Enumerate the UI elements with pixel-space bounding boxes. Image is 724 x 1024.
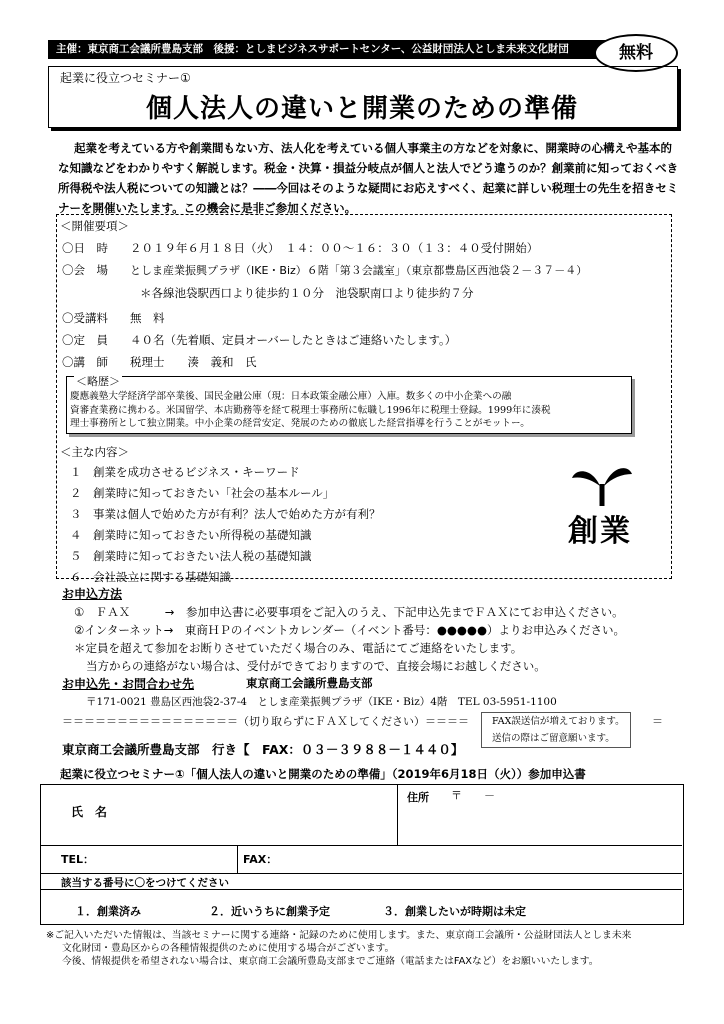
seminar-subtitle: 起業に役立つセミナー① [60, 71, 191, 85]
bio-line: 資審査業務に携わる。米国留学、本店勤務等を経て税理士事務所に転職し1996年に税理士登録。1999年に湊税 [70, 404, 551, 416]
contents-heading: ＜主な内容＞ [60, 445, 129, 459]
tel-field[interactable] [97, 847, 233, 871]
choice-option-3[interactable]: ３．創業したいが時期は未定 [383, 905, 526, 918]
access-note: ＊各線池袋駅西口より徒歩約１０分 池袋駅南口より徒歩約７分 [140, 286, 474, 300]
fee-label: 〇受講料 [62, 311, 108, 325]
content-item: ５ 創業時に知っておきたい法人税の基礎知識 [70, 549, 312, 563]
seminar-title: 個人法人の違いと開業のための準備 [145, 94, 578, 124]
bio-text [70, 390, 628, 431]
date-label: 〇日 時 [62, 241, 108, 255]
apply-fax: ① ＦＡＸ → 参加申込書に必要事項をご記入のうえ、下記申込先までＦＡＸにてお申込ください。 [74, 605, 624, 619]
content-item: ６ 会社設立に関する基礎知識 [70, 570, 231, 584]
postal-mark: 〒 － [451, 789, 495, 802]
fax-label: FAX： [243, 853, 278, 866]
venue-value: としま産業振興プラザ（IKE・Biz）６階「第３会議室」（東京都豊島区西池袋２－３７－４） [130, 264, 588, 277]
sponsor-bar: 主催：東京商工会議所豊島支部 後援：としまビジネスサポートセンター、公益財団法人としま未来文化財団 [48, 40, 608, 59]
lecturer-label: 〇講 師 [62, 355, 108, 369]
bio-title: ＜略歴＞ [76, 375, 120, 388]
bio-line: 理士事務所として独立開業。中小企業の経営安定、発展のための徹底した経営指導を行うことがモットー。 [70, 418, 530, 429]
apply-heading: お申込方法 [62, 587, 123, 601]
choice-option-1[interactable]: １．創業済み [75, 905, 141, 918]
content-item: １ 創業を成功させるビジネス・キーワード [70, 465, 300, 479]
fax-destination: 東京商工会議所豊島支部 行き【 FAX：０３－３９８８－１４４０】 [62, 742, 464, 757]
content-item: ４ 創業時に知っておきたい所得税の基礎知識 [70, 528, 312, 542]
privacy-note: 今後、情報提供を希望されない場合は、東京商工会議所豊島支部までご連絡（電話またはFAXなど）をお願いいたします。 [62, 956, 599, 967]
date-value: ２０１９年６月１８日（火） １４：００～１６：３０（１３：４０受付開始） [130, 241, 539, 255]
details-heading: ＜開催要項＞ [60, 219, 129, 233]
tel-label: TEL： [61, 853, 95, 866]
contact-org: 東京商工会議所豊島支部 [246, 676, 373, 690]
fax-field[interactable] [281, 847, 677, 871]
fee-value: 無 料 [130, 311, 165, 325]
sprout-icon [572, 462, 632, 506]
logo-text: 創業 [568, 514, 632, 549]
privacy-note: ※ご記入いただいた情報は、当該セミナーに関する連絡・記録のために使用します。また、東京商工会議所・公益財団法人としま未来 [46, 930, 632, 941]
choice-prompt: 該当する番号に〇をつけてください [61, 877, 229, 889]
free-badge: 無料 [594, 34, 678, 72]
name-label: 氏 名 [71, 805, 108, 819]
choice-option-2[interactable]: ２．近いうちに創業予定 [209, 905, 330, 918]
content-item: ３ 事業は個人で始めた方が有利？法人で始めた方が有利？ [70, 507, 381, 521]
fax-notice-line: 送信の際はご留意願います。 [492, 733, 615, 744]
capacity-value: ４０名（先着順、定員オーバーしたときはご連絡いたします。） [130, 333, 457, 347]
application-form [40, 784, 684, 925]
apply-note: ＊定員を超えて参加をお断りさせていただく場合のみ、電話にてご連絡をいたします。 [74, 641, 523, 655]
cut-line-end: ＝ [652, 715, 663, 728]
capacity-label: 〇定 員 [62, 333, 108, 347]
contact-address: 〒171-0021 豊島区西池袋2-37-4 としま産業振興プラザ（IKE・Biz）4階 TEL 03-5951-1100 [86, 696, 557, 708]
venue-label: 〇会 場 [62, 263, 108, 277]
name-field[interactable] [121, 789, 391, 841]
privacy-note: 文化財団・豊島区からの各種情報提供のために使用する場合がございます。 [62, 943, 395, 954]
bio-line: 慶應義塾大学経済学部卒業後、国民金融公庫（現：日本政策金融公庫）入庫。数多くの中小企業への融 [70, 391, 512, 402]
cut-line: ＝＝＝＝＝＝＝＝＝＝＝＝＝＝＝＝（切り取らずにＦＡＸしてください）＝＝＝＝ [62, 715, 469, 728]
intro-text: 起業を考えている方や創業間もない方、法人化を考えている個人事業主の方などを対象に、開業時の心構えや基本的な知識などをわかりやすく解説します。税金・決算・損益分岐点が個人と法人でどう違うのか？創業前に知っておくべき所得税や法人税についての知識とは？――今回はそのような疑問にお応えすべく、起業に詳しい税理士の先生を招きセミナーを開催いたします。この機会に是非ご参加ください。 [58, 141, 679, 215]
content-item: ２ 創業時に知っておきたい「社会の基本ルール」 [70, 486, 335, 500]
apply-note: 当方からの連絡がない場合は、受付ができておりますので、直接会場にお越しください。 [86, 659, 546, 673]
fax-notice-line: FAX誤送信が増えております。 [492, 716, 625, 727]
apply-internet: ②インターネット→ 東商ＨＰのイベントカレンダー（イベント番号：●●●●●）よりお申込みください。 [74, 623, 625, 637]
contact-heading: お申込先・お問合わせ先 [62, 677, 195, 691]
fax-notice-box [481, 712, 631, 748]
address-field[interactable] [401, 805, 677, 841]
address-label: 住所 [407, 791, 429, 804]
form-title: 起業に役立つセミナー①「個人法人の違いと開業のための準備」（2019年6月18日（火））参加申込書 [60, 767, 586, 781]
lecturer-value: 税理士 湊 義和 氏 [130, 355, 257, 369]
